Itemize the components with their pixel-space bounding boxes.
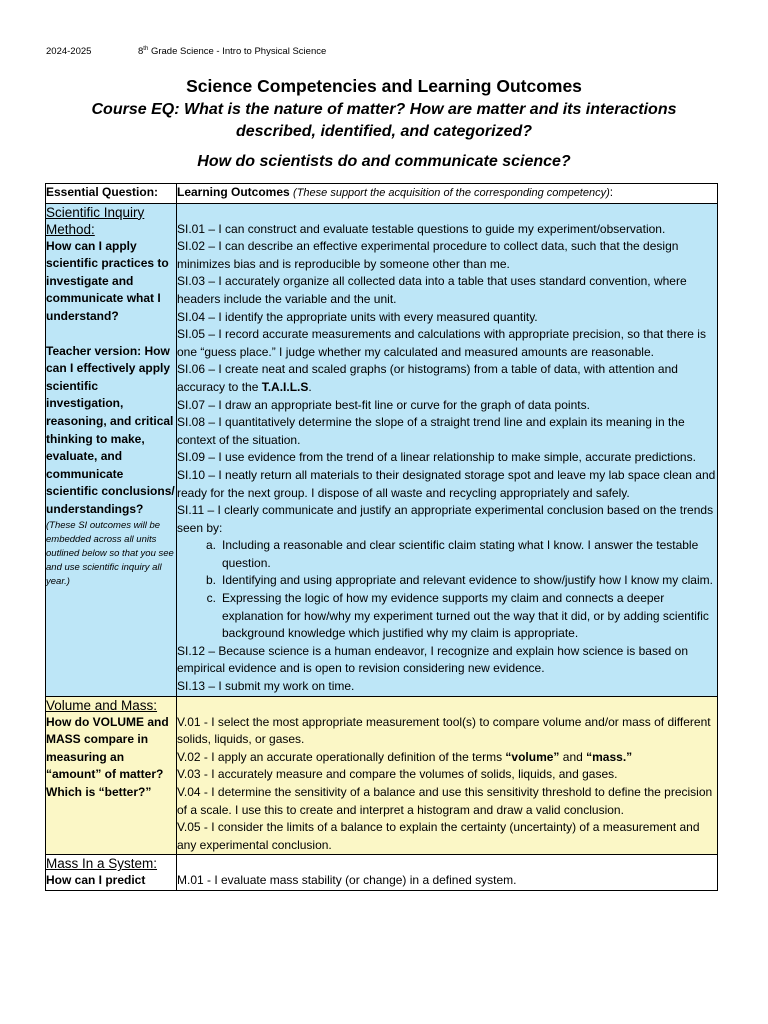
competency-table (45, 183, 718, 891)
course-essential-question: Course EQ: What is the nature of matter? How are matter and its interactions described, identified, and categorized? (91, 101, 677, 140)
grade-suffix: th (143, 46, 149, 52)
list-text: Including a reasonable and clear scientific claim stating what I know. I answer the testable question. (222, 538, 699, 570)
term-mass: “mass.” (586, 749, 633, 764)
list-item (177, 590, 717, 643)
list-item (177, 572, 717, 590)
row-question-cell (46, 696, 177, 855)
category-title: Volume and Mass: (46, 697, 158, 713)
outcome-si04: SI.04 – I identify the appropriate units with every measured quantity. (177, 309, 538, 324)
outcome-si11: SI.11 – I clearly communicate and justify an appropriate experimental conclusion based on the trends seen by: (177, 503, 714, 535)
outcome-v04: V.04 - I determine the sensitivity of a balance and use this sensitivity threshold to define the precision of a scale. I use this to create and interpret a histogram and draw a valid conclusion. (177, 785, 713, 817)
list-text: Expressing the logic of how my evidence supports my claim and connects a deeper explanation for how/why my experiment turned out the way that it did, or by adding scientific background knowledge which justified why my claim is appropriate. (222, 591, 709, 641)
outcome-si07: SI.07 – I draw an appropriate best-fit line or curve for the graph of data points. (177, 397, 590, 412)
outcome-si05: SI.05 – I record accurate measurements and calculations with appropriate precision, so that there is one “guess place.” I judge whether my calculated and measured amounts are reasonable. (177, 327, 706, 359)
table-header-row (46, 184, 718, 204)
outcome-v02-text: V.02 - I apply an accurate operationally definition of the terms (177, 749, 506, 764)
row-outcomes-cell (177, 696, 718, 855)
list-letter: a. (205, 538, 216, 553)
table-row (46, 855, 718, 891)
outcome-v02-and: and (559, 749, 587, 764)
outcome-si08: SI.08 – I quantitatively determine the slope of a straight trend line and explain its meaning in the context of the situation. (177, 415, 685, 447)
category-title: Mass In a System: (46, 856, 158, 872)
outcome-si13: SI.13 – I submit my work on time. (177, 679, 355, 694)
list-letter: c. (206, 591, 216, 606)
outcome-si12: SI.12 – Because science is a human endeavor, I recognize and explain how science is based on empirical evidence and is open to revision considering new evidence. (177, 643, 688, 676)
teacher-version-question: Teacher version: How can I effectively apply scientific investigation, reasoning, and critical thinking to make, evaluate, and communicate scientific conclusions/ understandings? (46, 343, 175, 516)
course-name (138, 46, 326, 57)
outcome-si06 (177, 361, 717, 396)
table-row (46, 203, 718, 696)
outcome-si03: SI.03 – I accurately organize all collected data into a table that uses standard convention, where headers include the variable and the unit. (177, 274, 687, 306)
list-letter: b. (205, 573, 216, 588)
col-header-essential-question: Essential Question: (46, 184, 177, 204)
learning-outcomes-note: (These support the acquisition of the corresponding competency) (293, 187, 610, 199)
outcome-si06-end: . (308, 379, 312, 394)
outcome-si01: SI.01 – I can construct and evaluate testable questions to guide my experiment/observation. (177, 221, 666, 236)
outcome-v05: V.05 - I consider the limits of a balance to explain the certainty (uncertainty) of a measurement and any experimental conclusion. (177, 820, 700, 852)
essential-question: How do VOLUME and MASS compare in measuring an “amount” of matter? Which is “better?” (46, 714, 169, 799)
list-item (177, 537, 717, 572)
outcome-si09: SI.09 – I use evidence from the trend of a linear relationship to make simple, accurate predictions. (177, 450, 696, 465)
essential-question: How can I predict (46, 873, 146, 888)
row-question-cell (46, 203, 177, 696)
list-text: Identifying and using appropriate and relevant evidence to show/justify how I know my claim. (222, 573, 713, 588)
page-subtitle: How do scientists do and communicate science? (197, 153, 571, 170)
grade-number: 8 (138, 46, 144, 58)
outcome-v02 (177, 749, 717, 767)
tails-acronym: T.A.I.L.S (261, 379, 309, 394)
outcome-v01: V.01 - I select the most appropriate measurement tool(s) to compare volume and/or mass of different solids, liquids, or gases. (177, 714, 711, 747)
page-title: Science Competencies and Learning Outcomes (186, 76, 582, 96)
header-colon: : (609, 185, 614, 199)
row-question-cell (46, 855, 177, 891)
learning-outcomes-label: Learning Outcomes (177, 185, 290, 199)
outcome-si10: SI.10 – I neatly return all materials to their designated storage spot and leave my lab space clean and ready for the next group. I dispose of all waste and recycling appropriately and safely. (177, 467, 716, 500)
essential-question: How can I apply scientific practices to investigate and communicate what I understand? (46, 238, 169, 323)
course-name-rest: Grade Science - Intro to Physical Science (148, 46, 327, 58)
row-outcomes-cell (177, 203, 718, 696)
col-header-learning-outcomes (177, 184, 718, 204)
outcome-si02: SI.02 – I can describe an effective experimental procedure to collect data, such that the design minimizes bias and is reproducible by someone other than me. (177, 239, 679, 271)
category-title: Scientific Inquiry Method: (46, 204, 145, 237)
si-note: (These SI outcomes will be embedded across all units outlined below so that you see and use scientific inquiry all year.) (46, 519, 174, 587)
table-row (46, 696, 718, 855)
outcome-si06-text: SI.06 – I create neat and scaled graphs (or histograms) from a table of data, with attention and accuracy to the (177, 362, 678, 394)
term-volume: “volume” (505, 749, 560, 764)
outcome-v03: V.03 - I accurately measure and compare the volumes of solids, liquids, and gases. (177, 767, 618, 782)
row-outcomes-cell (177, 855, 718, 891)
school-year: 2024-2025 (46, 46, 92, 57)
outcome-m01: M.01 - I evaluate mass stability (or change) in a defined system. (177, 873, 517, 888)
